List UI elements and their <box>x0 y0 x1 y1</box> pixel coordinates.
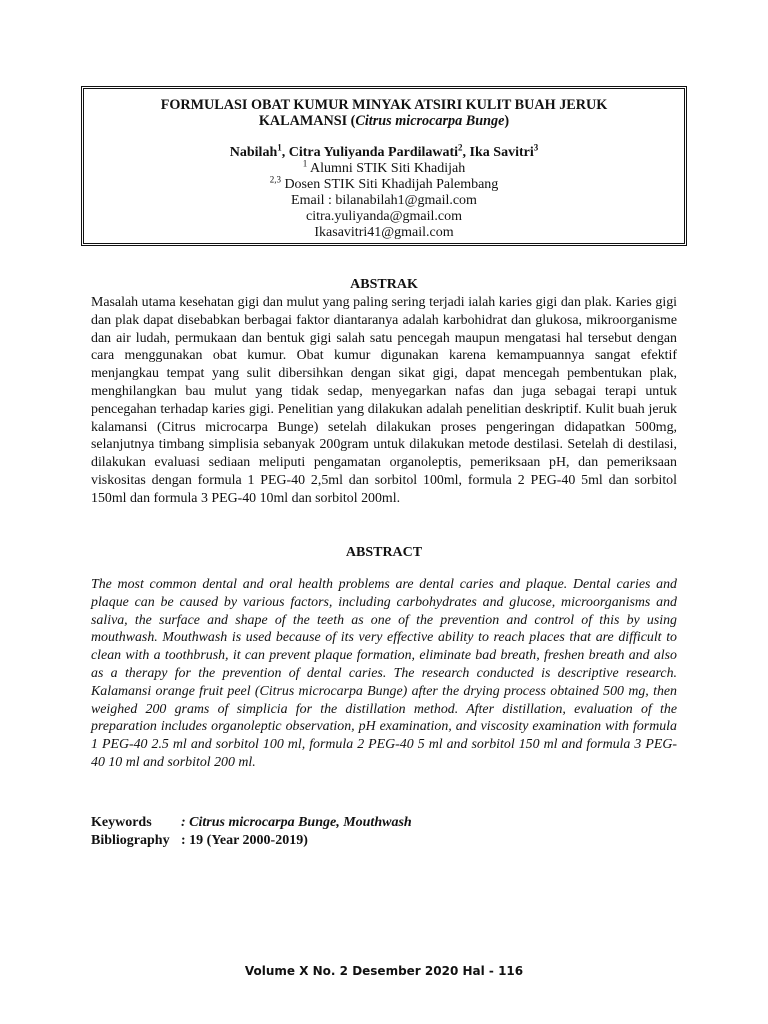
title-line-2 <box>104 113 664 129</box>
affiliation-text: Alumni STIK Siti Khadijah <box>310 161 466 176</box>
keywords-row <box>91 814 412 832</box>
email-line: Email : bilanabilah1@gmail.com <box>291 193 477 208</box>
species-name: Citrus microcarpa Bunge <box>355 113 505 129</box>
page-footer: Volume X No. 2 Desember 2020 Hal - 116 <box>244 964 524 978</box>
author-sep: , <box>281 145 289 160</box>
affiliation-sup: 2,3 <box>269 174 281 185</box>
affiliation-1 <box>84 158 684 177</box>
bibliography-label: Bibliography <box>91 833 170 848</box>
title-line-2-post: ) <box>504 113 510 129</box>
authors-line <box>84 144 684 161</box>
email-line: Ikasavitri41@gmail.com <box>314 225 454 240</box>
affiliation-sup: 1 <box>302 158 308 169</box>
keywords-value: : Citrus microcarpa Bunge, Mouthwash <box>181 815 412 830</box>
bibliography-value: : 19 (Year 2000-2019) <box>181 833 308 848</box>
author-sup: 3 <box>533 142 539 153</box>
title-line-2-pre: KALAMANSI ( <box>258 113 356 129</box>
email-line: citra.yuliyanda@gmail.com <box>306 209 462 224</box>
title-line-1: FORMULASI OBAT KUMUR MINYAK ATSIRI KULIT BUAH JERUK <box>160 97 608 113</box>
abstrak-body: Masalah utama kesehatan gigi dan mulut yang paling sering terjadi ialah karies gigi dan plak. Karies gigi dan plak dapat disebabkan berbagai faktor diantaranya adalah karbohidrat dan glukosa, mikroorganisme dan air ludah, permukaan dan bentuk gigi salah satu pencegah maupun mengatasi hal tersebut dengan cara menggunakan obat kumur. Obat kumur digunakan karena kemampuannya sangat efektif menjangkau tempat yang sulit dibersihkan dengan sikat gigi, dapat mencegah pembentukan plak, menghilangkan bau mulut yang tidak sedap, menyegarkan nafas dan juga sebagai terapi untuk pencegahan terhadap karies gigi. Penelitian yang dilakukan adalah penelitian deskriptif. Kulit buah jeruk kalamansi (Citrus microcarpa Bunge) setelah dilakukan proses pengeringan didapatkan 500mg, selanjutnya timbang simplisia sebanyak 200gram untuk dilakukan metode destilasi. Setelah di destilasi, dilakukan evaluasi sediaan meliputi pengamatan organoleptis, pemeriksaan pH, dan pemeriksaan viskositas dengan formula 1 PEG-40 2,5ml dan sorbitol 100ml, formula 2 PEG-40 5ml dan sorbitol 150ml dan formula 3 PEG-40 10ml dan sorbitol 200ml. <box>91 295 677 506</box>
affiliation-text: Dosen STIK Siti Khadijah Palembang <box>284 177 499 192</box>
paper-title <box>84 97 684 129</box>
abstract-body: The most common dental and oral health problems are dental caries and plaque. Dental caries and plaque can be caused by various factors, including carbohydrates and glucose, microorganisms and saliva, the surface and shape of the teeth as one of the prevention and control of this by using mouthwash. Mouthwash is used because of its very effective ability to reach places that are difficult to clean with a toothbrush, it can prevent plaque formation, eliminate bad breath, freshen breath and also as a therapy for the prevention of dental caries. The research conducted is descriptive research. Kalamansi orange fruit peel (Citrus microcarpa Bunge) after the drying process obtained 500 mg, then weighed 200 grams of simplicia for the distillation method. After distillation, evaluation of the preparation includes organoleptic observation, pH examination, and viscosity examination with formula 1 PEG-40 2.5 ml and sorbitol 100 ml, formula 2 PEG-40 5 ml and sorbitol 150 ml and formula 3 PEG-40 10 ml and sorbitol 200 ml. <box>91 577 677 770</box>
author-name: Citra Yuliyanda Pardilawati <box>288 145 459 160</box>
author-sup: 1 <box>277 142 282 153</box>
abstract-heading: ABSTRACT <box>345 545 423 560</box>
author-name: Nabilah <box>229 145 278 160</box>
title-block <box>81 86 687 246</box>
author-sep: , <box>462 145 470 160</box>
abstrak-heading: ABSTRAK <box>350 277 418 292</box>
author-sup: 2 <box>458 142 463 153</box>
affiliation-2 <box>84 174 684 193</box>
bibliography-row <box>91 832 308 850</box>
author-name: Ika Savitri <box>469 145 534 160</box>
keywords-label: Keywords <box>91 815 152 830</box>
